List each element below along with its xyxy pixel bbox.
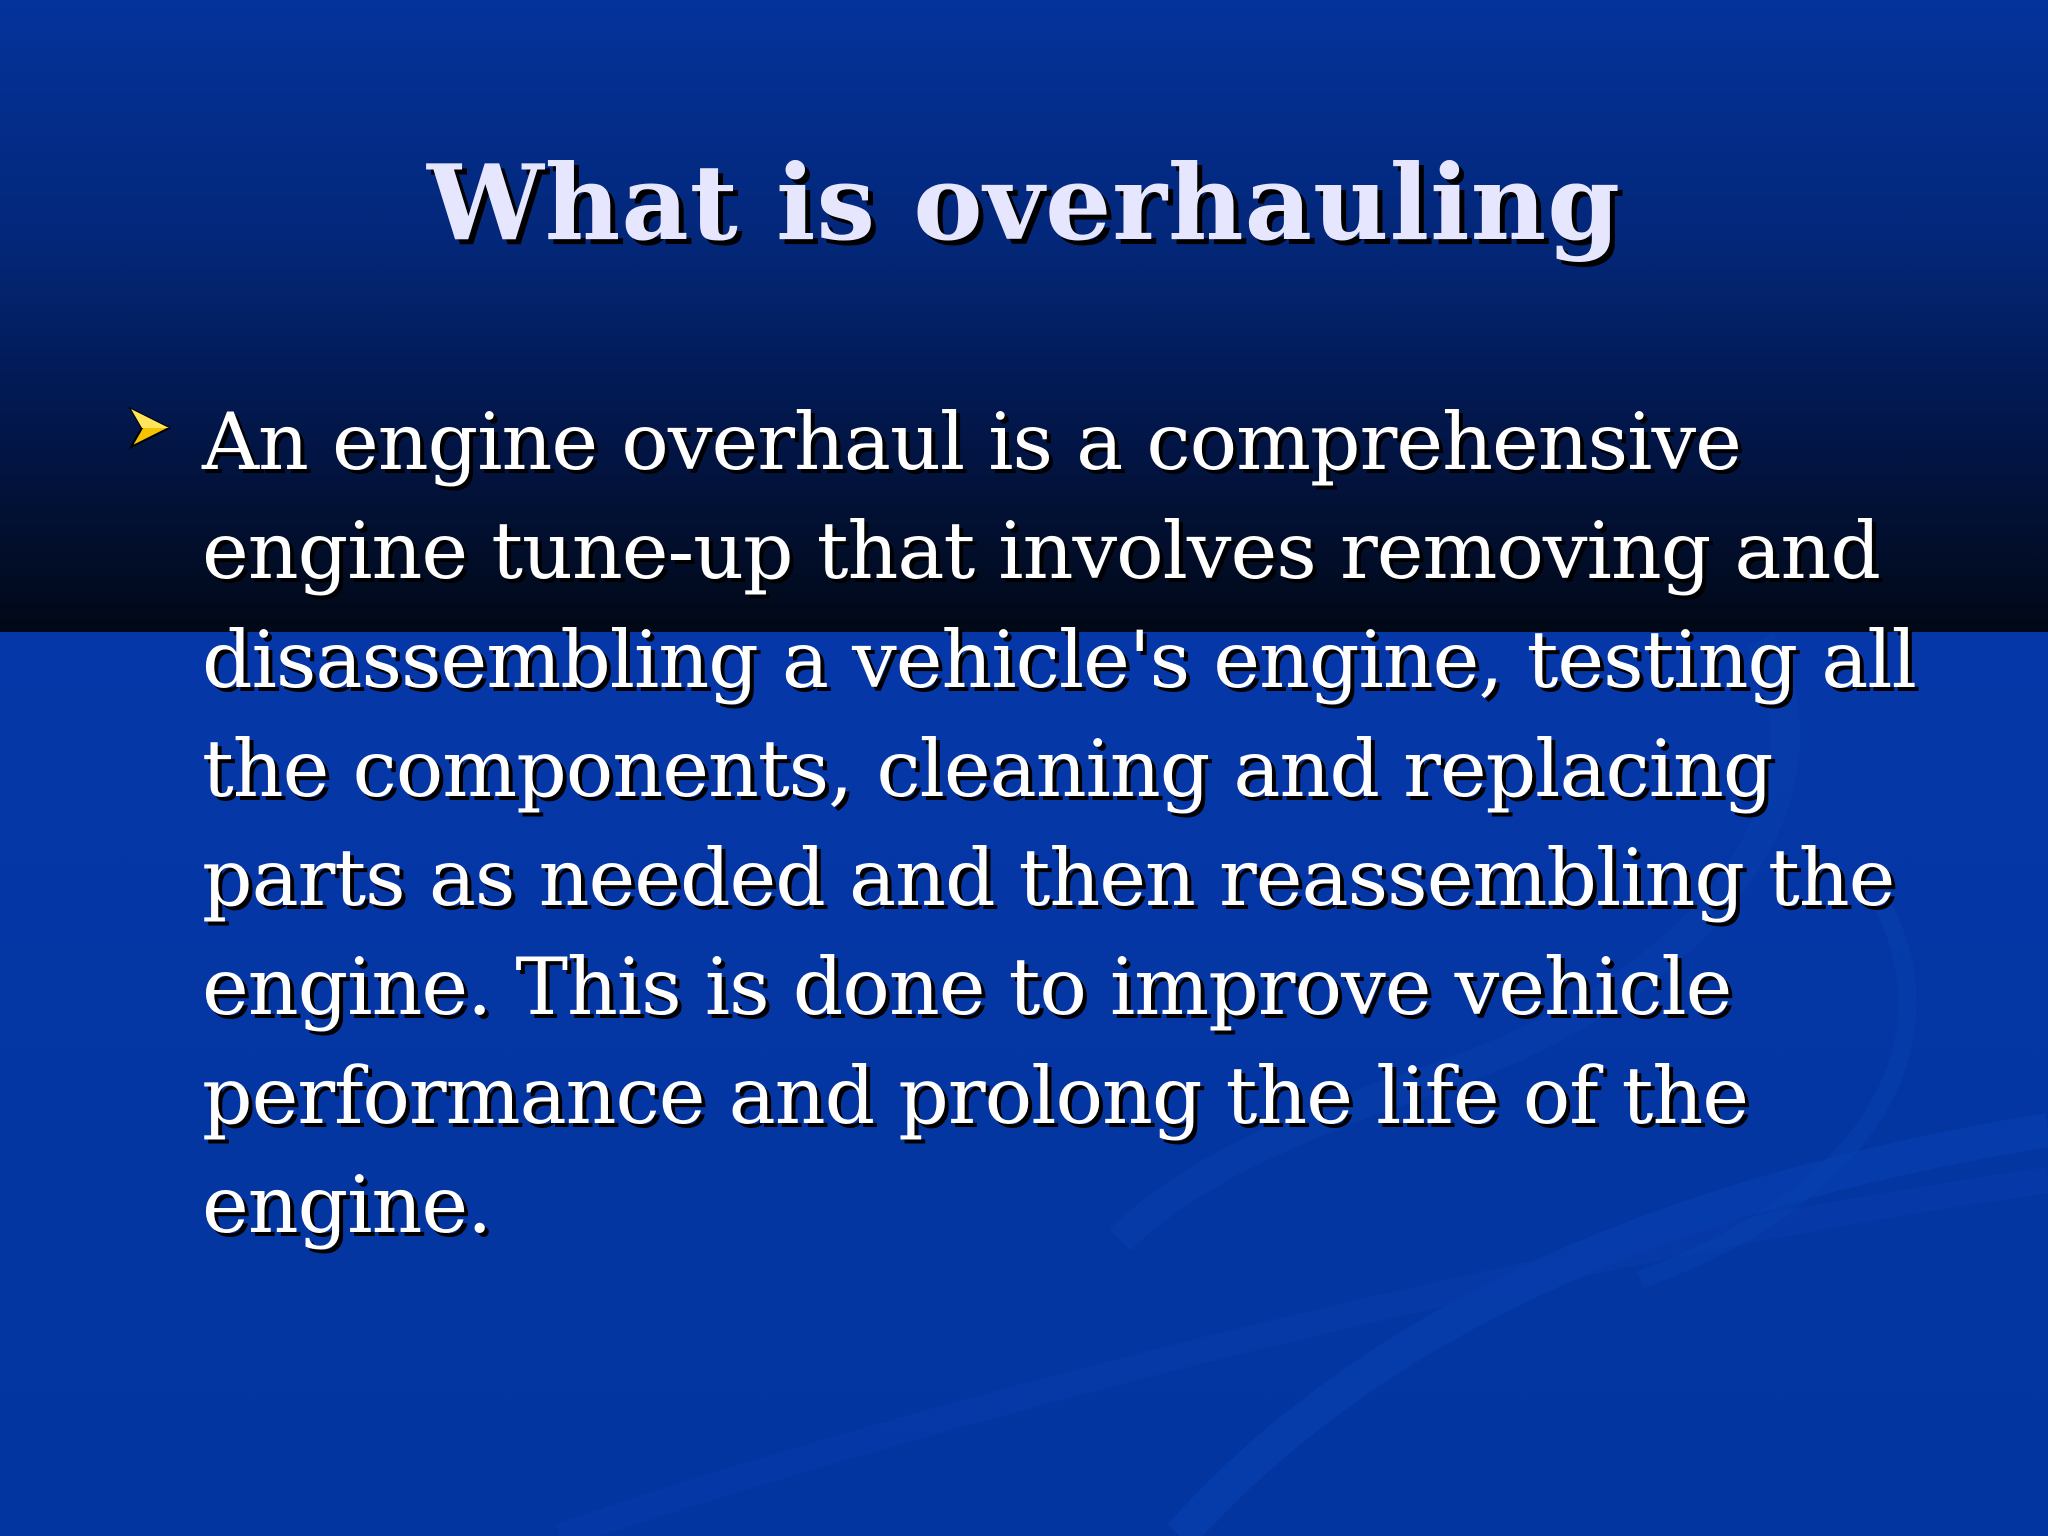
slide-title: What is overhauling [426,141,1622,264]
arrowhead-bullet-icon [128,406,172,450]
bullet-text: An engine overhaul is a comprehensive engine tune-up that involves removing and disassembling a vehicle's engine, testing all the components, cleaning and replacing parts as needed and then reassembling the engine. This is done to improve vehicle performance and prolong the life of the engine. [202,396,1916,1251]
bullet-item [128,388,1978,1260]
bullet-list [128,388,1978,1260]
